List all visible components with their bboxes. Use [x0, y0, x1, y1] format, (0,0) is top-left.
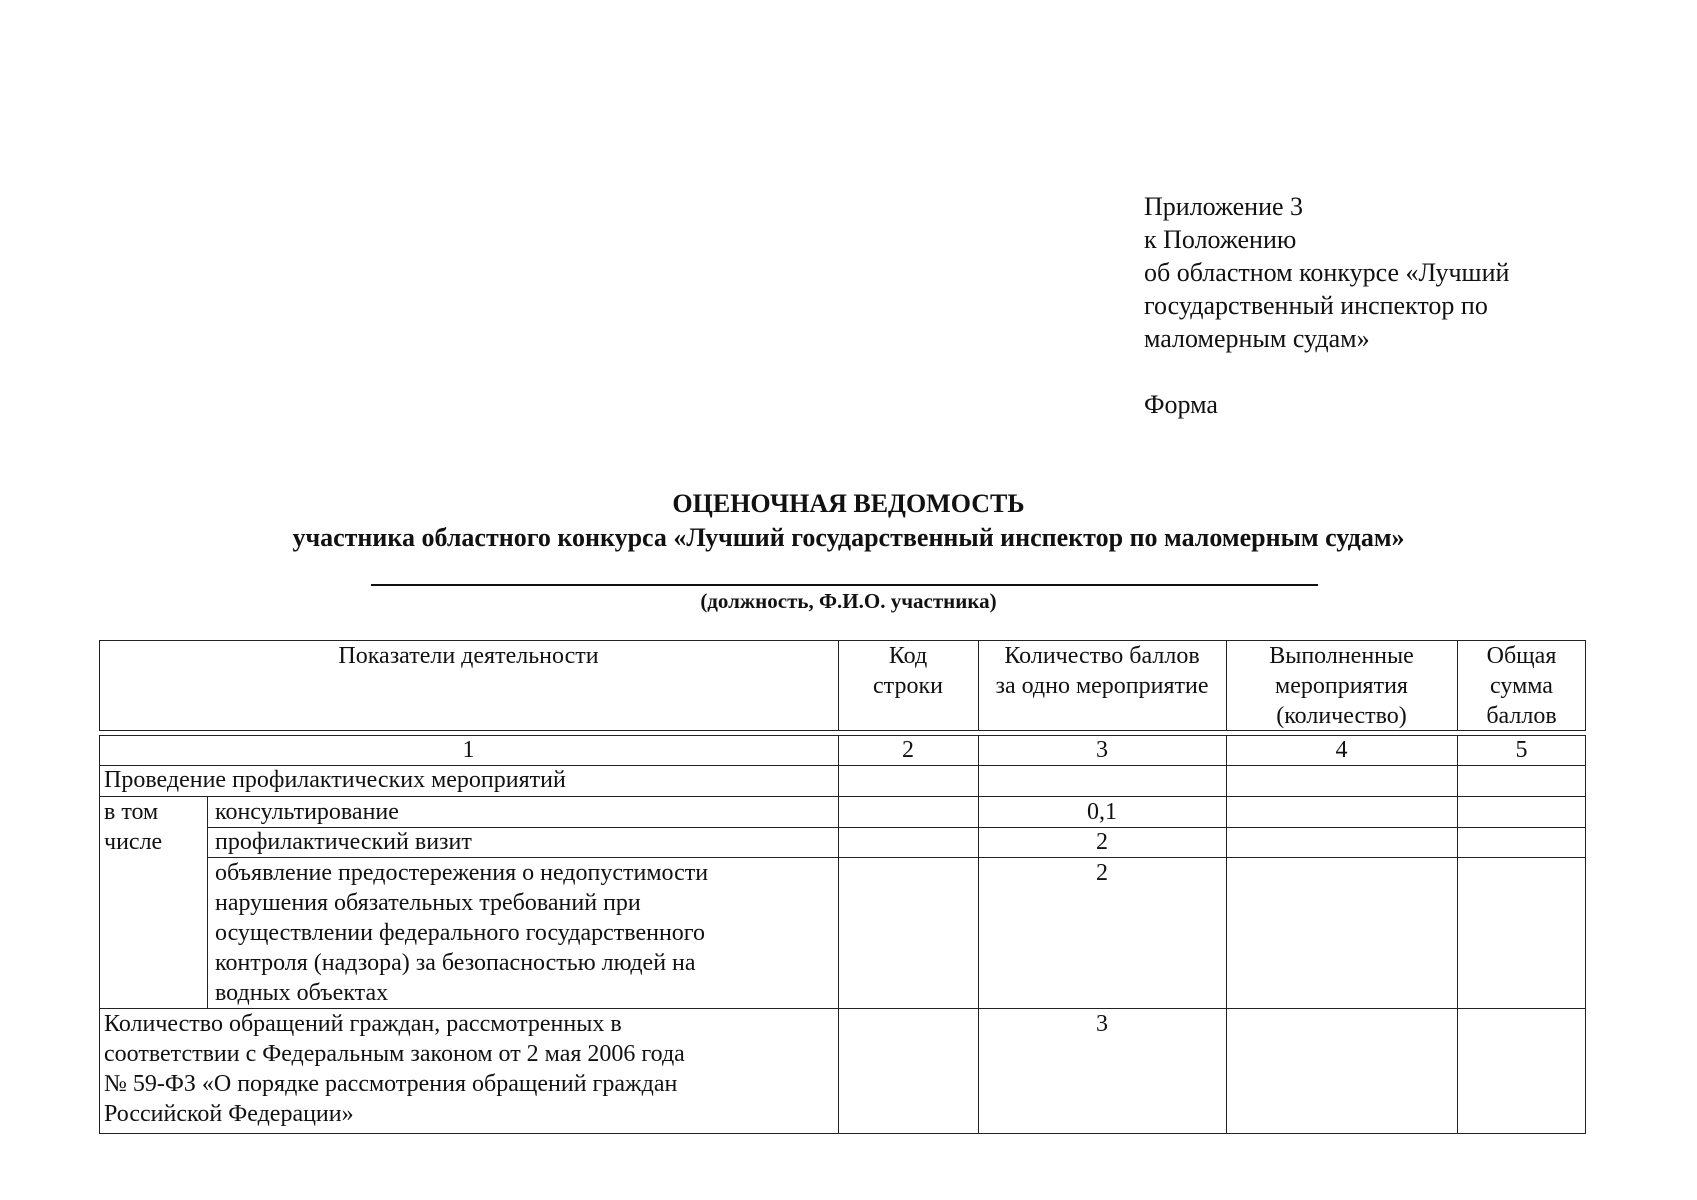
header-row-code-line1: Код: [888, 643, 928, 669]
row-warning-line3: осуществлении федерального государственного: [215, 920, 706, 946]
table-body: [99, 735, 1586, 1134]
col-number-5: 5: [1515, 737, 1528, 763]
header-total-score: [1457, 641, 1586, 731]
appendix-line-5: маломерным судам»: [1144, 324, 1370, 353]
col-number-3: 3: [1096, 737, 1108, 763]
header-completed-line1: Выполненные: [1269, 643, 1414, 669]
in-total-line2: числе: [104, 829, 163, 855]
row-warning-label: [215, 858, 835, 1008]
appendix-line-4: государственный инспектор по: [1144, 291, 1488, 320]
header-points-per-event: [978, 641, 1226, 701]
section-appeals-label: [104, 1009, 834, 1129]
header-total-line1: Общая: [1486, 643, 1557, 669]
header-indicators: Показатели деятельности: [338, 643, 599, 669]
row-consulting-label: консультирование: [215, 799, 399, 825]
row-warning-line2: нарушения обязательных требований при: [215, 890, 641, 916]
header-completed-events: [1226, 641, 1457, 731]
document-subtitle: участника областного конкурса «Лучший государственный инспектор по маломерным судам»: [292, 523, 1405, 552]
in-total-line1: в том: [104, 799, 159, 825]
header-total-line2: сумма: [1490, 673, 1553, 699]
in-total-label: [104, 797, 204, 857]
section-appeals-line2: соответствии с Федеральным законом от 2 мая 2006 года: [104, 1041, 685, 1067]
section-appeals-line4: Российской Федерации»: [104, 1101, 354, 1127]
appendix-line-1: Приложение 3: [1144, 192, 1304, 221]
row-warning-line4: контроля (надзора) за безопасностью людей на: [215, 950, 696, 976]
col-number-2: 2: [902, 737, 914, 763]
fio-caption: (должность, Ф.И.О. участника): [700, 589, 997, 613]
form-label: Форма: [1144, 390, 1218, 419]
row-warning-points: 2: [1096, 860, 1108, 886]
appendix-block: [1144, 190, 1624, 421]
row-consulting-points: 0,1: [1087, 799, 1117, 825]
col-number-1: 1: [462, 737, 475, 763]
col-number-4: 4: [1335, 737, 1348, 763]
header-total-line3: баллов: [1486, 703, 1557, 729]
header-completed-line2: мероприятия: [1275, 673, 1408, 699]
header-row: [99, 640, 1586, 731]
header-completed-line3: (количество): [1276, 703, 1407, 729]
row-warning-line5: водных объектах: [215, 980, 389, 1006]
header-points-line1: Количество баллов: [1004, 643, 1200, 669]
section-prevention-label: Проведение профилактических мероприятий: [104, 767, 566, 793]
header-row-code-line2: строки: [873, 673, 943, 699]
header-row-code: [838, 641, 978, 701]
appendix-line-3: об областном конкурсе «Лучший: [1144, 258, 1510, 287]
section-appeals-points: 3: [1096, 1011, 1108, 1037]
row-visit-points: 2: [1096, 829, 1108, 855]
header-points-line2: за одно мероприятие: [995, 673, 1209, 699]
appendix-line-2: к Положению: [1144, 225, 1297, 254]
document-title: ОЦЕНОЧНАЯ ВЕДОМОСТЬ: [672, 489, 1025, 518]
row-visit-label: профилактический визит: [215, 829, 472, 855]
section-appeals-line1: Количество обращений граждан, рассмотренных в: [104, 1011, 622, 1037]
row-warning-line1: объявление предостережения о недопустимости: [215, 860, 709, 886]
fio-underline: [371, 584, 1318, 586]
section-appeals-line3: № 59-ФЗ «О порядке рассмотрения обращений граждан: [104, 1071, 678, 1097]
